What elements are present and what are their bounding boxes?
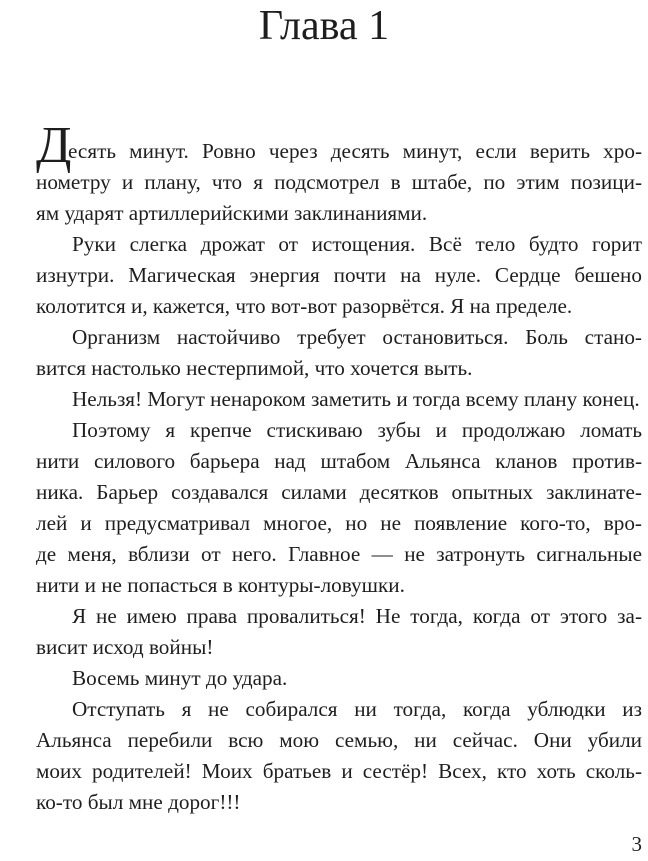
text-line: ника. Барьер создавался силами десятков опытных заклинате- — [36, 480, 642, 504]
chapter-title: Глава 1 — [258, 3, 390, 49]
text-line: колотится и, кажется, что вот-вот разорвётся. Я на пределе. — [36, 294, 573, 318]
text-line: ко-то был мне дорог!!! — [36, 790, 241, 814]
text-line: Альянса перебили всю мою семью, ни сейчас. Они убили — [36, 728, 642, 752]
text-line: Я не имею права провалиться! Не тогда, когда от этого за- — [72, 604, 642, 628]
text-line: Поэтому я крепче стискиваю зубы и продолжаю ломать — [72, 418, 642, 442]
text-line: Нельзя! Могут ненароком заметить и тогда всему плану конец. — [72, 387, 640, 411]
paragraph — [36, 117, 648, 229]
paragraph — [36, 229, 648, 322]
paragraph — [36, 601, 648, 663]
text-line: лей и предусматривал многое, но не появление кого-то, вро- — [36, 511, 642, 535]
text-line: Восемь минут до удара. — [72, 666, 288, 690]
paragraph — [36, 384, 648, 415]
drop-cap: Д — [36, 117, 72, 174]
text-line: вится настолько нестерпимой, что хочется выть. — [36, 356, 473, 380]
text-line: Руки слегка дрожат от истощения. Всё тело будто горит — [72, 232, 642, 256]
text-line: висит исход войны! — [36, 635, 214, 659]
text-line: нометру и плану, что я подсмотрел в штабе, по этим позици- — [36, 170, 642, 194]
text-line: моих родителей! Моих братьев и сестёр! Всех, кто хоть сколь- — [36, 759, 642, 783]
text-line-rest: есять минут. Ровно через десять минут, если верить хро- — [68, 139, 642, 163]
paragraph — [36, 322, 648, 384]
text-line: изнутри. Магическая энергия почти на нуле. Сердце бешено — [36, 263, 642, 287]
text-line: ям ударят артиллерийскими заклинаниями. — [36, 201, 428, 225]
text-line: Отступать я не собирался ни тогда, когда ублюдки из — [72, 697, 642, 721]
text-line: де меня, вблизи от него. Главное — не затронуть сигнальные — [36, 542, 642, 566]
page-number: 3 — [631, 832, 642, 856]
paragraph — [36, 694, 648, 818]
text-line: Организм настойчиво требует остановиться. Боль стано- — [72, 325, 642, 349]
text-line: нити силового барьера над штабом Альянса кланов против- — [36, 449, 642, 473]
text-line: нити и не попасться в контуры-ловушки. — [36, 573, 405, 597]
text-line — [36, 117, 642, 174]
chapter-body — [36, 117, 648, 818]
paragraph — [36, 415, 648, 601]
paragraph — [36, 663, 648, 694]
